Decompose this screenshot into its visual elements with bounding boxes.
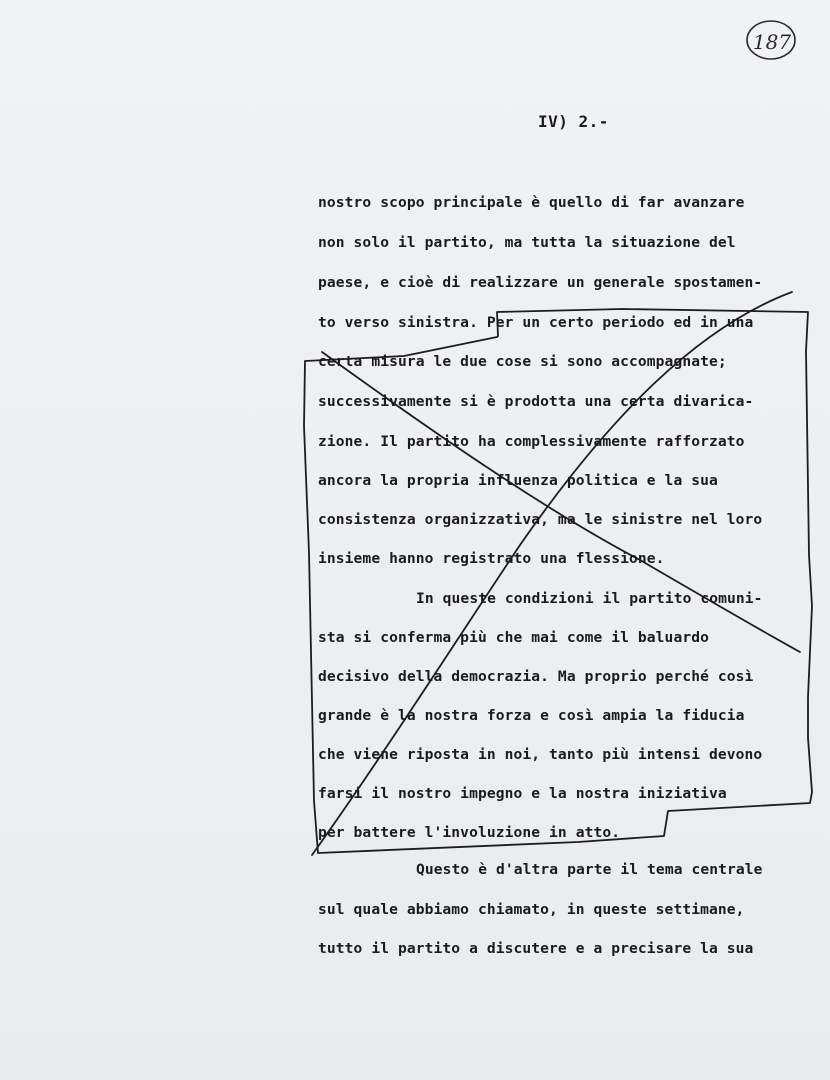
text-line-8: ancora la propria influenza politica e la sua [318, 472, 718, 489]
text-line-3: paese, e cioè di realizzare un generale spostamen- [318, 274, 763, 291]
text-line-1: nostro scopo principale è quello di far avanzare [318, 194, 745, 211]
text-line-12: sta si conferma più che mai come il baluardo [318, 629, 709, 646]
text-line-14: grande è la nostra forza e così ampia la fiducia [318, 707, 745, 724]
text-line-17: per battere l'involuzione in atto. [318, 824, 621, 841]
text-line-10: insieme hanno registrato una flessione. [318, 550, 665, 567]
text-line-20: tutto il partito a discutere e a precisare la sua [318, 940, 754, 957]
strike-diagonal-1-mark [312, 292, 792, 855]
text-line-11: In queste condizioni il partito comuni- [416, 590, 763, 607]
page-number-handwritten: 187 [752, 30, 792, 54]
text-line-16: farsi il nostro impegno e la nostra iniziativa [318, 785, 727, 802]
text-line-13: decisivo della democrazia. Ma proprio perché così [318, 668, 754, 685]
enclosing-box-mark [304, 309, 812, 853]
text-line-18: Questo è d'altra parte il tema centrale [416, 861, 763, 878]
text-line-5: certa misura le due cose si sono accompagnate; [318, 353, 727, 370]
text-line-6: successivamente si è prodotta una certa divarica- [318, 393, 754, 410]
text-line-15: che viene riposta in noi, tanto più intensi devono [318, 746, 763, 763]
text-line-19: sul quale abbiamo chiamato, in queste settimane, [318, 901, 745, 918]
text-line-9: consistenza organizzativa, ma le sinistre nel loro [318, 511, 763, 528]
text-line-7: zione. Il partito ha complessivamente rafforzato [318, 433, 745, 450]
text-line-2: non solo il partito, ma tutta la situazione del [318, 234, 736, 251]
text-line-4: to verso sinistra. Per un certo periodo ed in una [318, 314, 754, 331]
section-heading: IV) 2.- [538, 112, 609, 131]
